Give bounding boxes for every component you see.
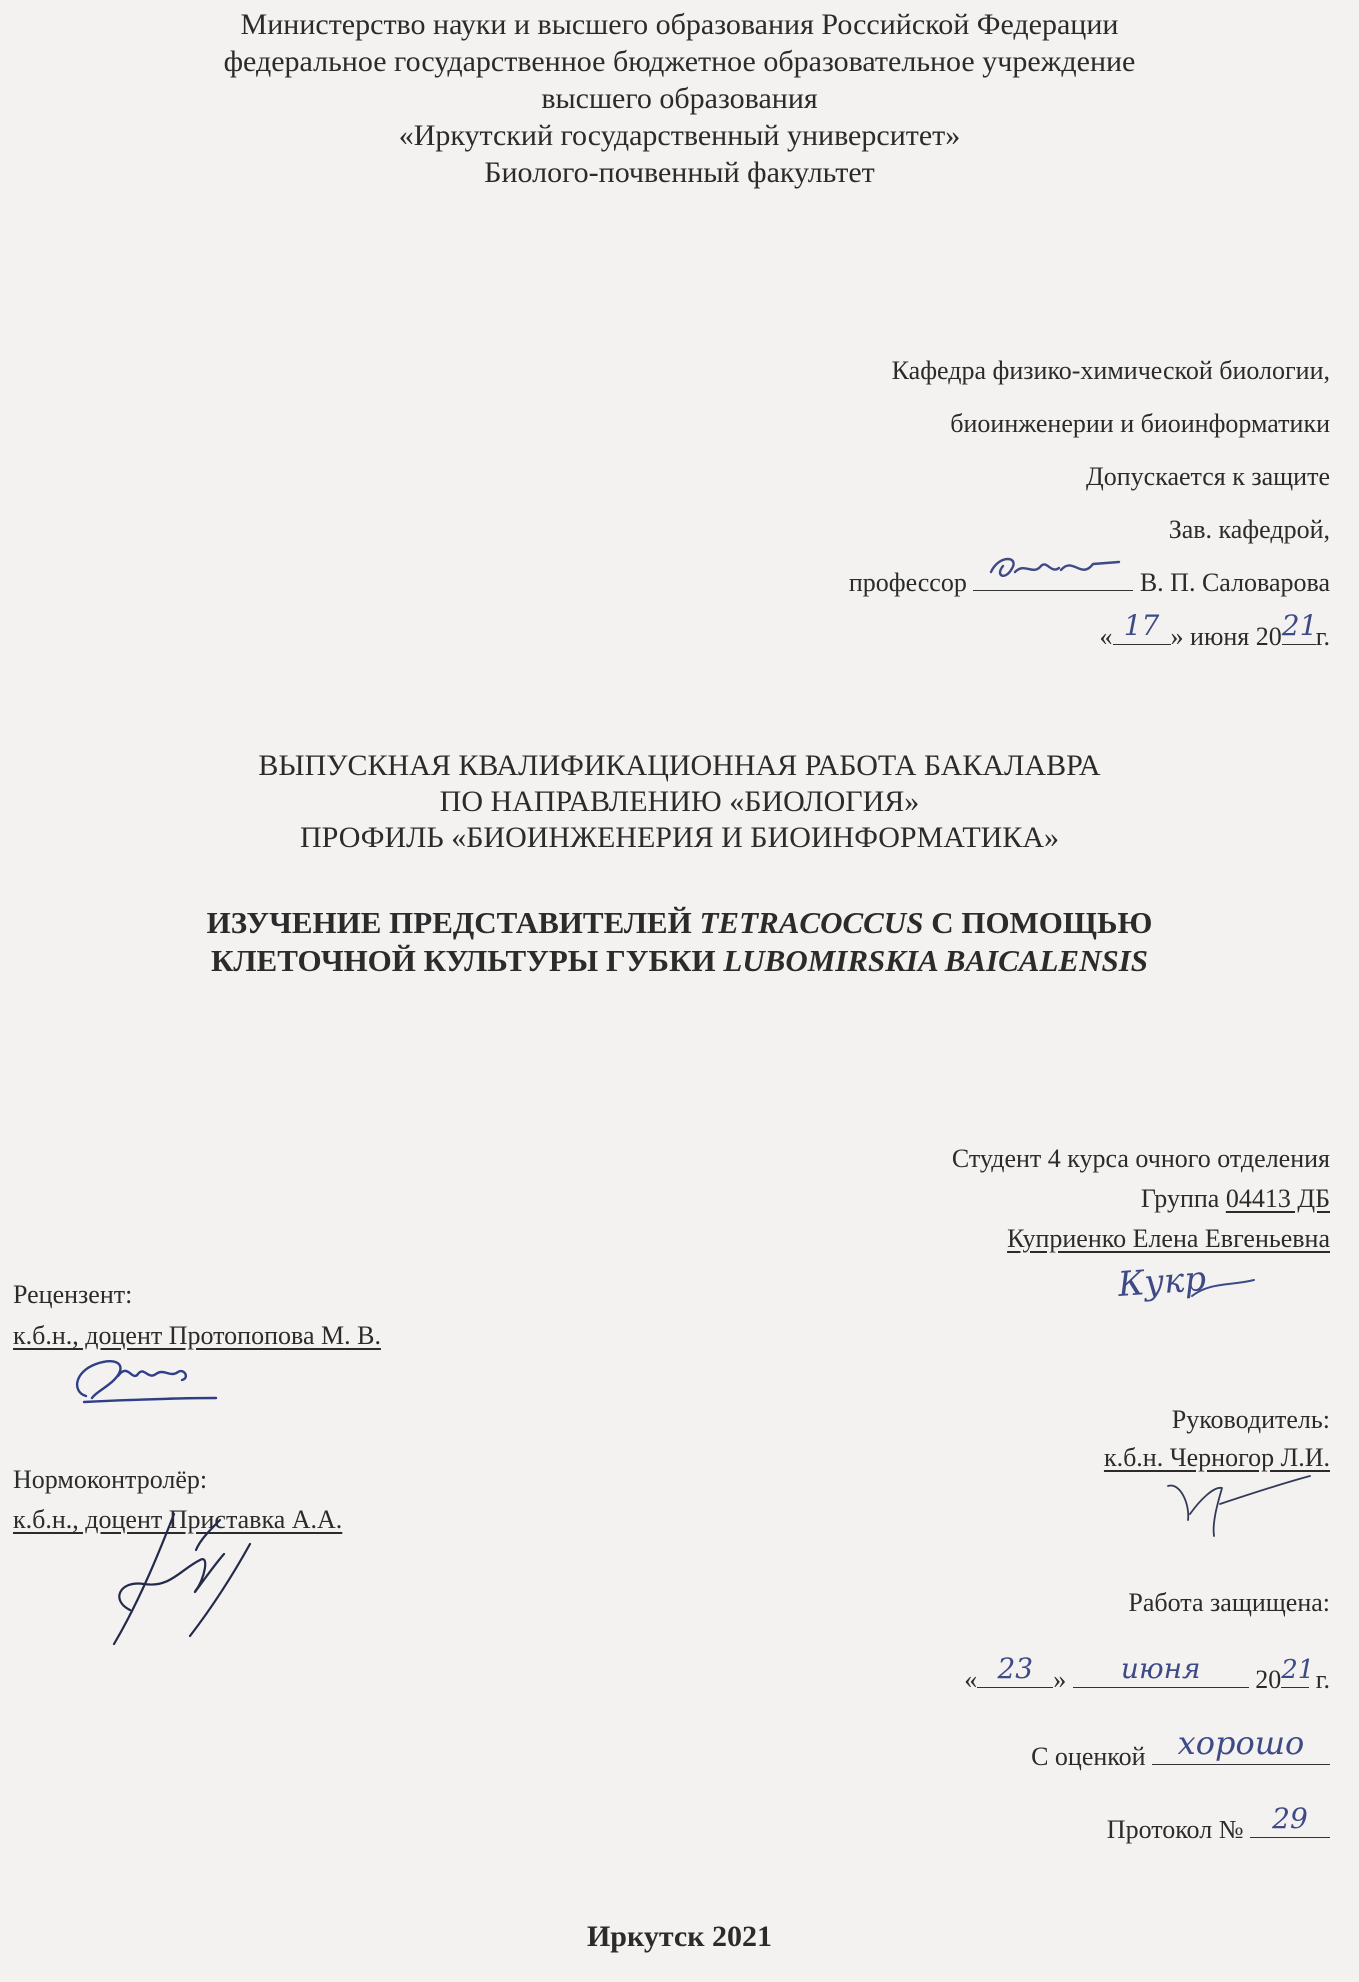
header-line-2: федеральное государственное бюджетное образовательное учреждение: [223, 45, 1136, 78]
defense-year-blank: [1281, 1655, 1315, 1688]
normcontrol-label: Нормоконтролёр:: [13, 1465, 208, 1494]
head-signature-image: [981, 550, 1131, 590]
professor-signature-line: [849, 568, 1330, 598]
student-signature-tail: [1190, 1276, 1260, 1306]
city-year: Иркутск 2021: [586, 1920, 773, 1953]
supervisor-label: Руководитель:: [1171, 1405, 1330, 1434]
grade-label: С оценкой: [1031, 1742, 1146, 1771]
header-line-3: высшего образования: [541, 82, 818, 115]
approval-date-open: «: [1099, 622, 1113, 651]
department-line-2: биоинженерии и биоинформатики: [950, 409, 1330, 438]
approval-day-blank: [1113, 609, 1171, 645]
grade-blank: [1152, 1724, 1330, 1765]
title-part: С ПОМОЩЬЮ: [923, 905, 1153, 940]
defense-label: Работа защищена:: [1128, 1588, 1330, 1617]
thesis-title-line-2: [0, 942, 1359, 980]
supervisor-signature-image: [1160, 1474, 1320, 1544]
header-line-4: «Иркутский государственный университет»: [398, 119, 961, 152]
protocol-value: 29: [1272, 1802, 1308, 1835]
title-genus: TETRACOCCUS: [699, 905, 924, 940]
thesis-type: [0, 748, 1359, 856]
department-line-1: Кафедра физико-химической биологии,: [891, 356, 1330, 385]
approval-date-suffix: г.: [1315, 622, 1330, 651]
defense-month: июня: [1120, 1652, 1201, 1685]
group-value: 04413 ДБ: [1225, 1184, 1330, 1213]
protocol-label: Протокол №: [1106, 1815, 1244, 1844]
normcontrol-name: к.б.н., доцент Приставка А.А.: [13, 1505, 343, 1534]
grade-line: [1031, 1724, 1330, 1772]
student-name: Куприенко Елена Евгеньевна: [1007, 1224, 1330, 1253]
thesis-title: [0, 904, 1359, 980]
ministry-header: [0, 6, 1359, 191]
defense-date-suffix: г.: [1315, 1665, 1330, 1694]
professor-label: профессор: [848, 568, 967, 597]
protocol-line: [1106, 1802, 1330, 1845]
professor-signature-blank: [973, 568, 1133, 591]
approval-year: 21: [1281, 609, 1318, 642]
student-course: Студент 4 курса очного отделения: [951, 1144, 1330, 1173]
student-signature: Кукр: [1116, 1258, 1208, 1306]
approval-date-line: [1099, 609, 1330, 652]
header-line-1: Министерство науки и высшего образования Российской Федерации: [240, 8, 1119, 41]
title-species: LUBOMIRSKIA BAICALENSIS: [723, 943, 1149, 978]
defense-date-open: «: [964, 1665, 978, 1694]
header-line-5: Биолого-почвенный факультет: [484, 156, 875, 189]
reviewer-signature-image: [66, 1352, 226, 1408]
head-label: Зав. кафедрой,: [1168, 515, 1330, 544]
approval-date-middle: » июня 20: [1170, 622, 1282, 651]
thesis-title-line-1: [0, 904, 1359, 942]
professor-name: В. П. Саловарова: [1139, 568, 1330, 597]
thesis-type-line-2: ПО НАПРАВЛЕНИЮ «БИОЛОГИЯ»: [439, 785, 920, 818]
thesis-type-line-3: ПРОФИЛЬ «БИОИНЖЕНЕРИЯ И БИОИНФОРМАТИКА»: [300, 821, 1059, 854]
admitted-label: Допускается к защите: [1086, 462, 1330, 491]
defense-month-blank: [1073, 1652, 1249, 1688]
reviewer-label: Рецензент:: [13, 1280, 133, 1309]
title-part: ИЗУЧЕНИЕ ПРЕДСТАВИТЕЛЕЙ: [206, 905, 700, 940]
approval-day: 17: [1123, 609, 1160, 642]
normcontrol-signature-image: [100, 1510, 270, 1650]
protocol-blank: [1250, 1802, 1330, 1838]
title-part: КЛЕТОЧНОЙ КУЛЬТУРЫ ГУБКИ: [210, 943, 724, 978]
group-label: Группа: [1140, 1184, 1226, 1213]
defense-year-prefix: 20: [1255, 1665, 1282, 1694]
student-group-line: [1141, 1184, 1330, 1214]
grade-value: хорошо: [1177, 1724, 1305, 1762]
defense-day: 23: [997, 1652, 1034, 1685]
defense-year: 21: [1281, 1655, 1315, 1685]
defense-date-line: [964, 1652, 1330, 1695]
reviewer-name: к.б.н., доцент Протопопова М. В.: [13, 1321, 381, 1350]
defense-date-mid: »: [1053, 1665, 1067, 1694]
approval-year-blank: [1281, 609, 1318, 645]
thesis-type-line-1: ВЫПУСКНАЯ КВАЛИФИКАЦИОННАЯ РАБОТА БАКАЛАВРА: [258, 749, 1101, 782]
defense-day-blank: [977, 1652, 1053, 1688]
supervisor-name: к.б.н. Черногор Л.И.: [1103, 1443, 1330, 1472]
